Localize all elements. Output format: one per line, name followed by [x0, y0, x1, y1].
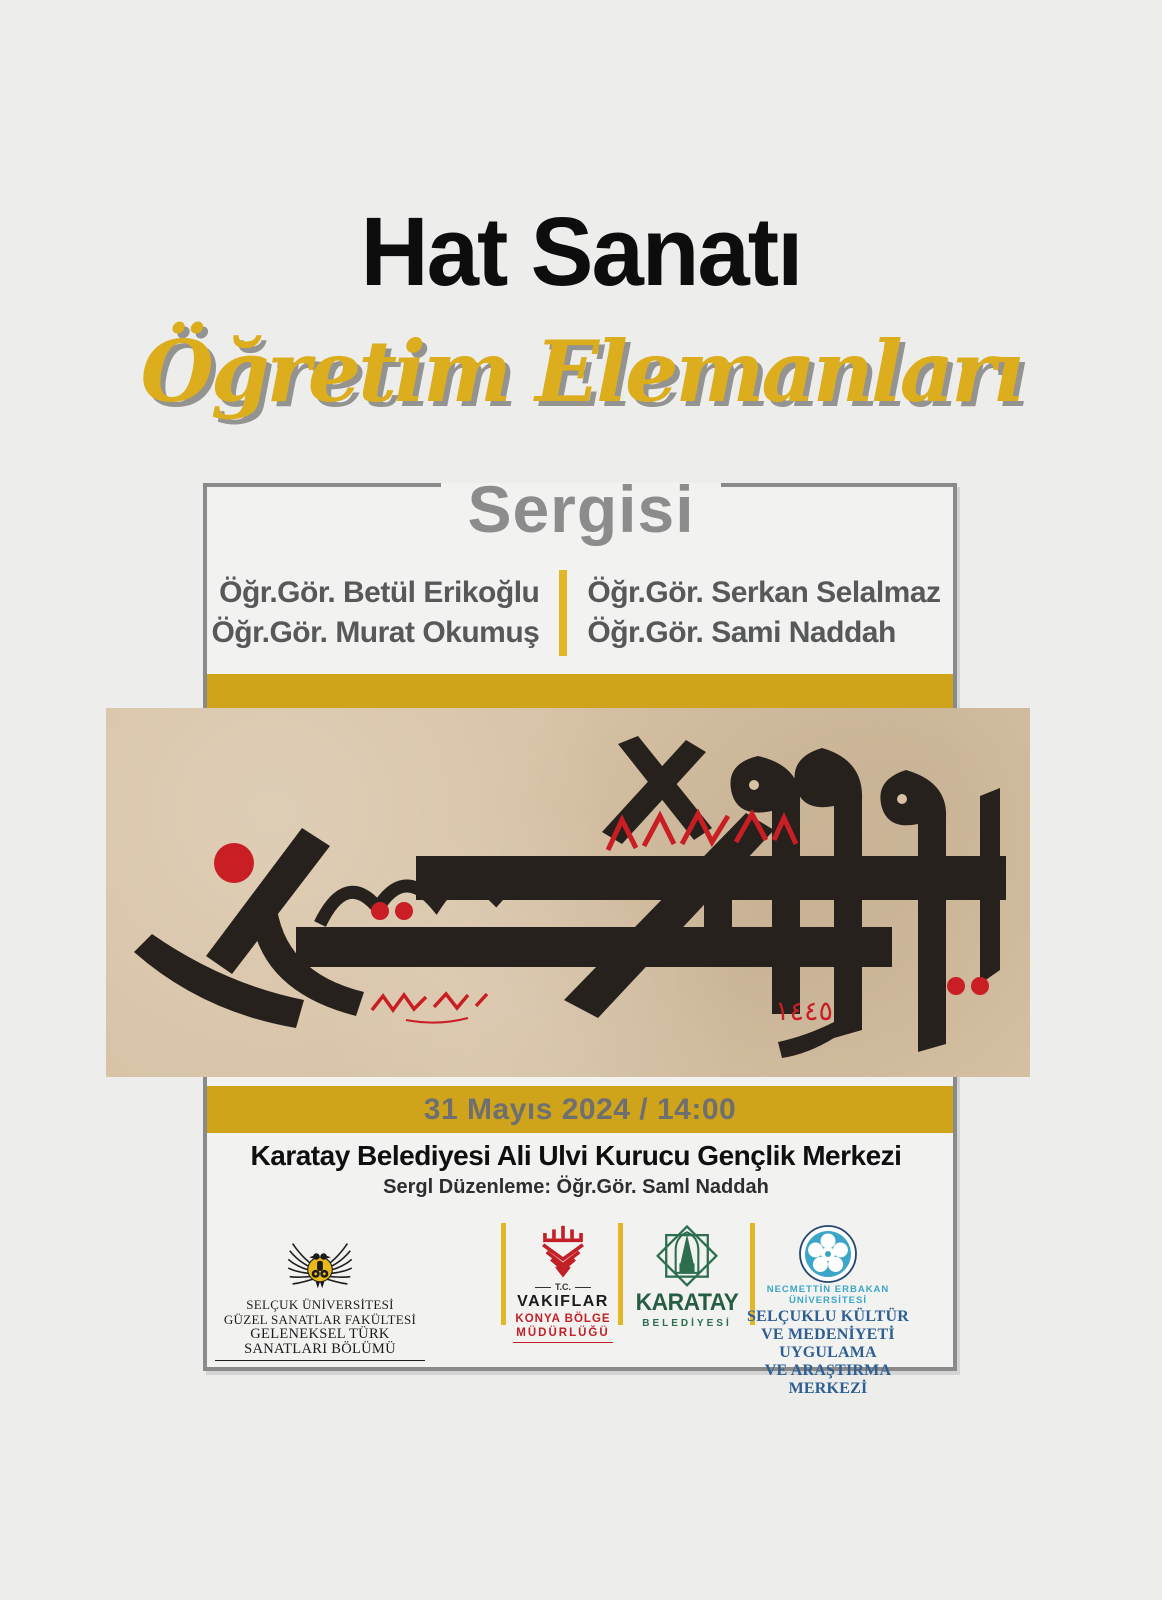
- vakiflar-emblem-icon: [534, 1224, 592, 1280]
- selcuk-line-2: GÜZEL SANATLAR FAKÜLTESİ: [223, 1312, 417, 1327]
- logo-divider: [501, 1223, 506, 1325]
- vakiflar-name: VAKIFLAR: [517, 1293, 609, 1310]
- hijri-year-numerals: ١٤٤٥: [774, 996, 834, 1027]
- neu-line-3: SELÇUKLU KÜLTÜR: [746, 1308, 909, 1325]
- artists-left-column: [211, 573, 539, 653]
- poster-title: Hat Sanatı: [360, 197, 802, 306]
- karatay-sub: BELEDİYESİ: [642, 1318, 732, 1329]
- selcuk-line-1: SELÇUK ÜNİVERSİTESİ: [246, 1297, 394, 1312]
- logo-vakiflar: [513, 1224, 613, 1343]
- vakiflar-directorate: MÜDÜRLÜĞÜ: [516, 1327, 610, 1339]
- gold-divider-bar: [559, 570, 567, 656]
- black-calligraphy-strokes: [134, 736, 1006, 1058]
- neu-line-4: VE MEDENİYETİ UYGULAMA: [761, 1326, 895, 1361]
- event-datetime: 31 Mayıs 2024 / 14:00: [423, 1093, 737, 1126]
- selcuk-line-3: GELENEKSEL TÜRK SANATLARI BÖLÜMÜ: [244, 1326, 396, 1357]
- tc-line: [513, 1282, 613, 1292]
- neu-flower-seal-icon: [798, 1224, 858, 1284]
- venue-line: Karatay Belediyesi Ali Ulvi Kurucu Gençlik Merkezi: [250, 1140, 902, 1171]
- tc-dash-left: [535, 1287, 551, 1288]
- neu-line-1: NECMETTİN ERBAKAN: [766, 1284, 890, 1295]
- neu-line-5: VE ARAŞTIRMA MERKEZİ: [764, 1362, 892, 1397]
- artist-name: Öğr.Gör. Betül Erikoğlu: [219, 576, 540, 609]
- artists-right-column: [587, 573, 940, 653]
- calligraphy-artwork-svg: [106, 708, 1030, 1077]
- poster-subtitle: Sergisi: [441, 471, 720, 547]
- logo-divider: [618, 1223, 623, 1325]
- artist-name: Öğr.Gör. Murat Okumuş: [211, 616, 540, 649]
- sponsor-logos-row: [207, 1218, 953, 1397]
- logo-selcuk-universitesi: [215, 1232, 425, 1361]
- neu-line-2: ÜNİVERSİTESİ: [789, 1295, 867, 1306]
- vakiflar-region: KONYA BÖLGE: [515, 1313, 611, 1325]
- double-headed-eagle-icon: [270, 1232, 370, 1294]
- artist-name: Öğr.Gör. Serkan Selalmaz: [587, 576, 941, 609]
- subtitle-row: [0, 471, 1162, 547]
- logo-necmettin-erbakan-universitesi: [728, 1224, 928, 1398]
- artist-name: Öğr.Gör. Sami Naddah: [587, 616, 896, 649]
- gold-band-date: [207, 1086, 953, 1133]
- seljuk-star-minaret-icon: [651, 1220, 723, 1288]
- tc-dash-right: [575, 1287, 591, 1288]
- artists-block: [203, 570, 949, 656]
- tc-label: T.C.: [554, 1282, 571, 1292]
- selcuk-underline: [215, 1360, 425, 1361]
- poster-subtitle-script: Öğretim Elemanları: [140, 322, 1022, 421]
- organizer-line: Sergl Düzenleme: Öğr.Gör. Saml Naddah: [383, 1176, 769, 1198]
- vakiflar-underline: [513, 1342, 613, 1343]
- calligrapher-signature-marks: [372, 994, 487, 1010]
- karatay-name: KARATAY: [635, 1289, 739, 1316]
- logo-karatay-belediyesi: [631, 1220, 743, 1329]
- calligraphy-artwork: [106, 708, 1030, 1077]
